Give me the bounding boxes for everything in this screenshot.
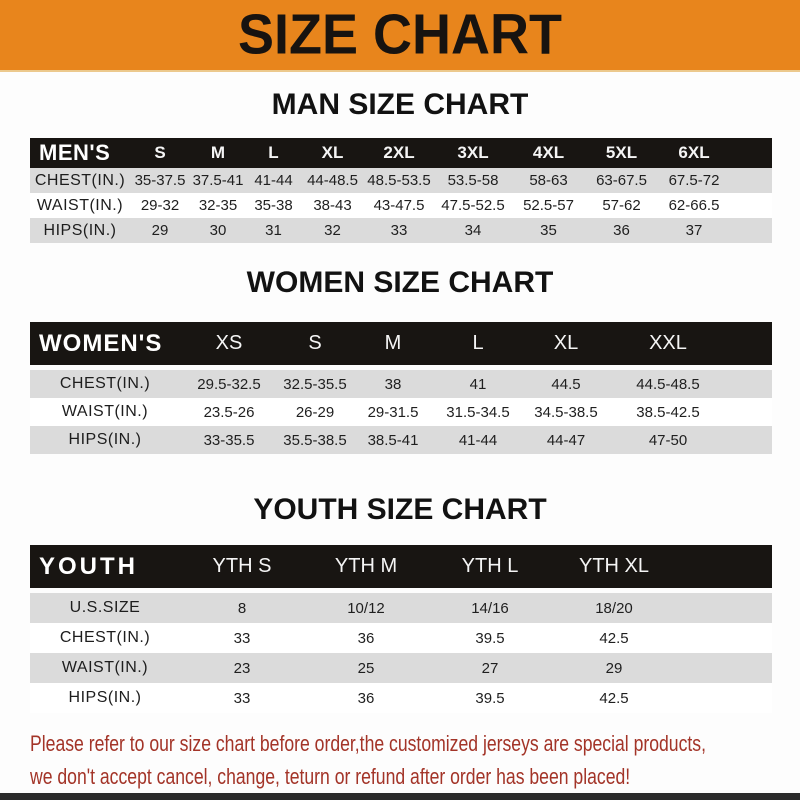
table-cell: 48.5-53.5: [367, 172, 431, 189]
women-col-header: XL: [553, 332, 579, 354]
women-table-header-row: [30, 322, 772, 365]
table-cell: 38.5-42.5: [636, 403, 700, 421]
table-cell: 53.5-58: [447, 172, 499, 189]
table-cell: 38: [384, 375, 402, 393]
row-label: WAIST(IN.): [61, 659, 149, 676]
women-hips-row: [30, 426, 772, 454]
women-size-table: [30, 322, 772, 454]
women-chest-row: [30, 370, 772, 398]
table-cell: 33: [233, 629, 251, 647]
men-section-heading: MAN SIZE CHART: [271, 88, 529, 121]
table-cell: 41-44: [458, 431, 498, 449]
youth-waist-row: [30, 653, 772, 683]
youth-chest-row: [30, 623, 772, 653]
disclaimer-line-1: Please refer to our size chart before order,the customized jerseys are special products,: [30, 731, 706, 756]
table-cell: 26-29: [295, 403, 335, 421]
row-label: CHEST(IN.): [59, 629, 151, 646]
table-cell: 58-63: [529, 172, 568, 189]
table-cell: 36: [357, 629, 375, 647]
table-cell: 38.5-41: [367, 431, 419, 449]
men-table-header-row: [30, 138, 772, 168]
women-waist-row: [30, 398, 772, 426]
disclaimer-line-2: we don't accept cancel, change, teturn or refund after order has been placed!: [30, 764, 631, 789]
table-cell: 42.5: [599, 629, 629, 647]
table-cell: 62-66.5: [668, 197, 720, 214]
men-size-table: [30, 138, 772, 243]
row-label: CHEST(IN.): [34, 171, 126, 189]
men-col-header: XL: [321, 143, 344, 162]
table-cell: 29.5-32.5: [197, 375, 261, 393]
table-cell: 37: [685, 222, 703, 239]
men-col-header: 2XL: [383, 143, 415, 162]
bottom-edge-strip: [0, 793, 800, 800]
page-title: SIZE CHART: [238, 3, 562, 67]
men-col-header: 3XL: [457, 143, 489, 162]
row-label: CHEST(IN.): [59, 375, 151, 392]
table-cell: 8: [237, 599, 247, 617]
row-label: HIPS(IN.): [68, 431, 142, 448]
row-label: WAIST(IN.): [36, 196, 124, 214]
table-cell: 31.5-34.5: [446, 403, 510, 421]
youth-hips-row: [30, 683, 772, 713]
youth-table-header-row: [30, 545, 772, 588]
row-label: HIPS(IN.): [43, 221, 117, 239]
table-cell: 44.5-48.5: [636, 375, 700, 393]
table-cell: 35: [540, 222, 557, 239]
table-cell: 44-47: [546, 431, 586, 449]
table-cell: 34.5-38.5: [534, 403, 598, 421]
table-cell: 44-48.5: [307, 172, 358, 189]
men-waist-row: [30, 193, 772, 218]
table-cell: 35.5-38.5: [283, 431, 347, 449]
table-cell: 63-67.5: [596, 172, 647, 189]
table-cell: 41-44: [254, 172, 293, 189]
youth-section-heading: YOUTH SIZE CHART: [253, 493, 547, 526]
men-col-header: 5XL: [605, 143, 638, 162]
table-cell: 57-62: [602, 197, 641, 214]
women-table-label: WOMEN'S: [39, 329, 163, 357]
table-cell: 30: [209, 222, 227, 239]
table-cell: 14/16: [471, 599, 509, 617]
women-section-heading: WOMEN SIZE CHART: [246, 266, 554, 299]
table-cell: 18/20: [595, 599, 633, 617]
row-label: HIPS(IN.): [68, 689, 142, 706]
men-chest-row: [30, 168, 772, 193]
youth-col-header: YTH L: [461, 555, 519, 577]
row-label: U.S.SIZE: [69, 599, 141, 616]
table-cell: 39.5: [475, 689, 505, 707]
table-cell: 29-32: [140, 197, 180, 214]
youth-col-header: YTH XL: [578, 555, 650, 577]
men-hips-row: [30, 218, 772, 243]
table-cell: 27: [481, 659, 499, 677]
table-cell: 44.5: [551, 375, 581, 393]
women-col-header: M: [384, 332, 402, 354]
row-label: WAIST(IN.): [61, 403, 149, 420]
table-cell: 33: [233, 689, 251, 707]
youth-col-header: YTH S: [212, 555, 272, 577]
women-col-header: S: [308, 332, 322, 354]
table-cell: 41: [469, 375, 487, 393]
youth-col-header: YTH M: [334, 555, 398, 577]
youth-size-table: [30, 545, 772, 713]
table-cell: 31: [265, 222, 282, 239]
women-col-header: XXL: [649, 332, 687, 354]
table-cell: 47-50: [648, 431, 688, 449]
table-cell: 38-43: [313, 197, 352, 214]
table-cell: 37.5-41: [192, 172, 244, 189]
table-cell: 43-47.5: [373, 197, 425, 214]
men-col-header: 6XL: [678, 143, 710, 162]
table-cell: 32: [324, 222, 341, 239]
table-cell: 23.5-26: [203, 403, 255, 421]
table-cell: 25: [357, 659, 375, 677]
table-cell: 32.5-35.5: [283, 375, 347, 393]
table-cell: 10/12: [347, 599, 385, 617]
men-col-header: L: [268, 143, 279, 162]
men-table-label: MEN'S: [39, 140, 111, 165]
table-cell: 36: [613, 222, 630, 239]
youth-table-label: YOUTH: [39, 552, 138, 580]
men-col-header: 4XL: [532, 143, 565, 162]
table-cell: 32-35: [198, 197, 238, 214]
banner: [0, 0, 800, 72]
table-cell: 35-37.5: [134, 172, 186, 189]
table-cell: 67.5-72: [668, 172, 720, 189]
table-cell: 34: [464, 222, 482, 239]
table-cell: 47.5-52.5: [441, 197, 505, 214]
table-cell: 29: [605, 659, 623, 677]
men-col-header: M: [210, 143, 226, 162]
women-col-header: XS: [215, 332, 243, 354]
women-col-header: L: [472, 332, 484, 354]
men-col-header: S: [154, 143, 166, 162]
table-cell: 35-38: [254, 197, 293, 214]
table-cell: 36: [357, 689, 375, 707]
table-cell: 23: [233, 659, 251, 677]
table-cell: 39.5: [475, 629, 505, 647]
table-cell: 29: [151, 222, 169, 239]
table-cell: 52.5-57: [523, 197, 574, 214]
table-cell: 33: [390, 222, 408, 239]
table-cell: 29-31.5: [367, 403, 419, 421]
youth-ussize-row: [30, 593, 772, 623]
order-disclaimer: [30, 727, 782, 793]
table-cell: 42.5: [599, 689, 629, 707]
table-cell: 33-35.5: [203, 431, 255, 449]
